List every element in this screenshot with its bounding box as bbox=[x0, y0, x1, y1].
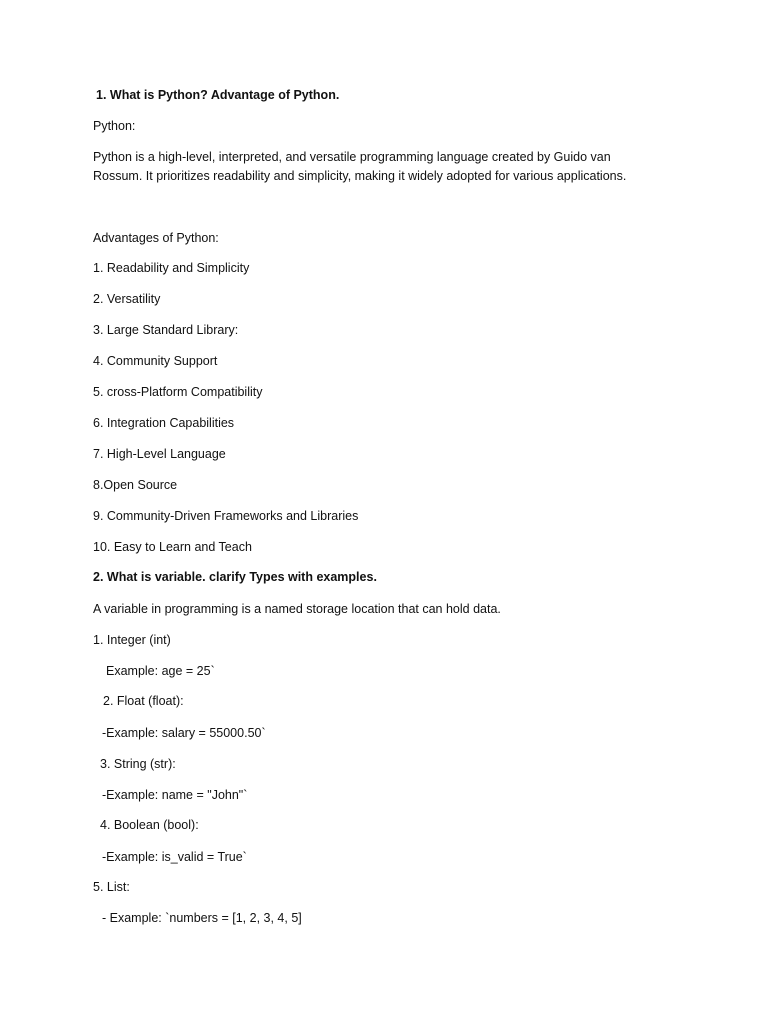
advantage-item: 8.Open Source bbox=[93, 478, 178, 492]
advantages-label: Advantages of Python: bbox=[93, 231, 219, 245]
python-label: Python: bbox=[93, 119, 136, 133]
type-example: -Example: name = "John"` bbox=[102, 788, 248, 802]
q1-heading: 1. What is Python? Advantage of Python. bbox=[96, 88, 340, 102]
type-name: 2. Float (float): bbox=[103, 694, 184, 708]
type-example: -Example: is_valid = True` bbox=[102, 850, 247, 864]
advantage-item: 2. Versatility bbox=[93, 292, 161, 306]
advantage-item: 10. Easy to Learn and Teach bbox=[93, 540, 252, 554]
advantage-item: 5. cross-Platform Compatibility bbox=[93, 385, 263, 399]
advantage-item: 6. Integration Capabilities bbox=[93, 416, 235, 430]
advantage-item: 1. Readability and Simplicity bbox=[93, 261, 250, 275]
type-name: 3. String (str): bbox=[100, 757, 176, 771]
advantage-item: 4. Community Support bbox=[93, 354, 218, 368]
type-name: 1. Integer (int) bbox=[93, 633, 171, 647]
type-example: Example: age = 25` bbox=[106, 664, 215, 678]
advantage-item: 9. Community-Driven Frameworks and Libraries bbox=[93, 509, 359, 523]
advantage-item: 3. Large Standard Library: bbox=[93, 323, 239, 337]
python-description-line-1: Python is a high-level, interpreted, and versatile programming language created by Guido van bbox=[93, 150, 611, 164]
type-name: 5. List: bbox=[93, 880, 130, 894]
variable-definition: A variable in programming is a named storage location that can hold data. bbox=[93, 602, 501, 616]
type-name: 4. Boolean (bool): bbox=[100, 818, 199, 832]
type-example: -Example: salary = 55000.50` bbox=[102, 726, 266, 740]
type-example: - Example: `numbers = [1, 2, 3, 4, 5] bbox=[102, 911, 302, 925]
python-description-line-2: Rossum. It prioritizes readability and simplicity, making it widely adopted for various applications. bbox=[93, 169, 627, 183]
advantage-item: 7. High-Level Language bbox=[93, 447, 226, 461]
q2-heading: 2. What is variable. clarify Types with examples. bbox=[93, 570, 377, 584]
